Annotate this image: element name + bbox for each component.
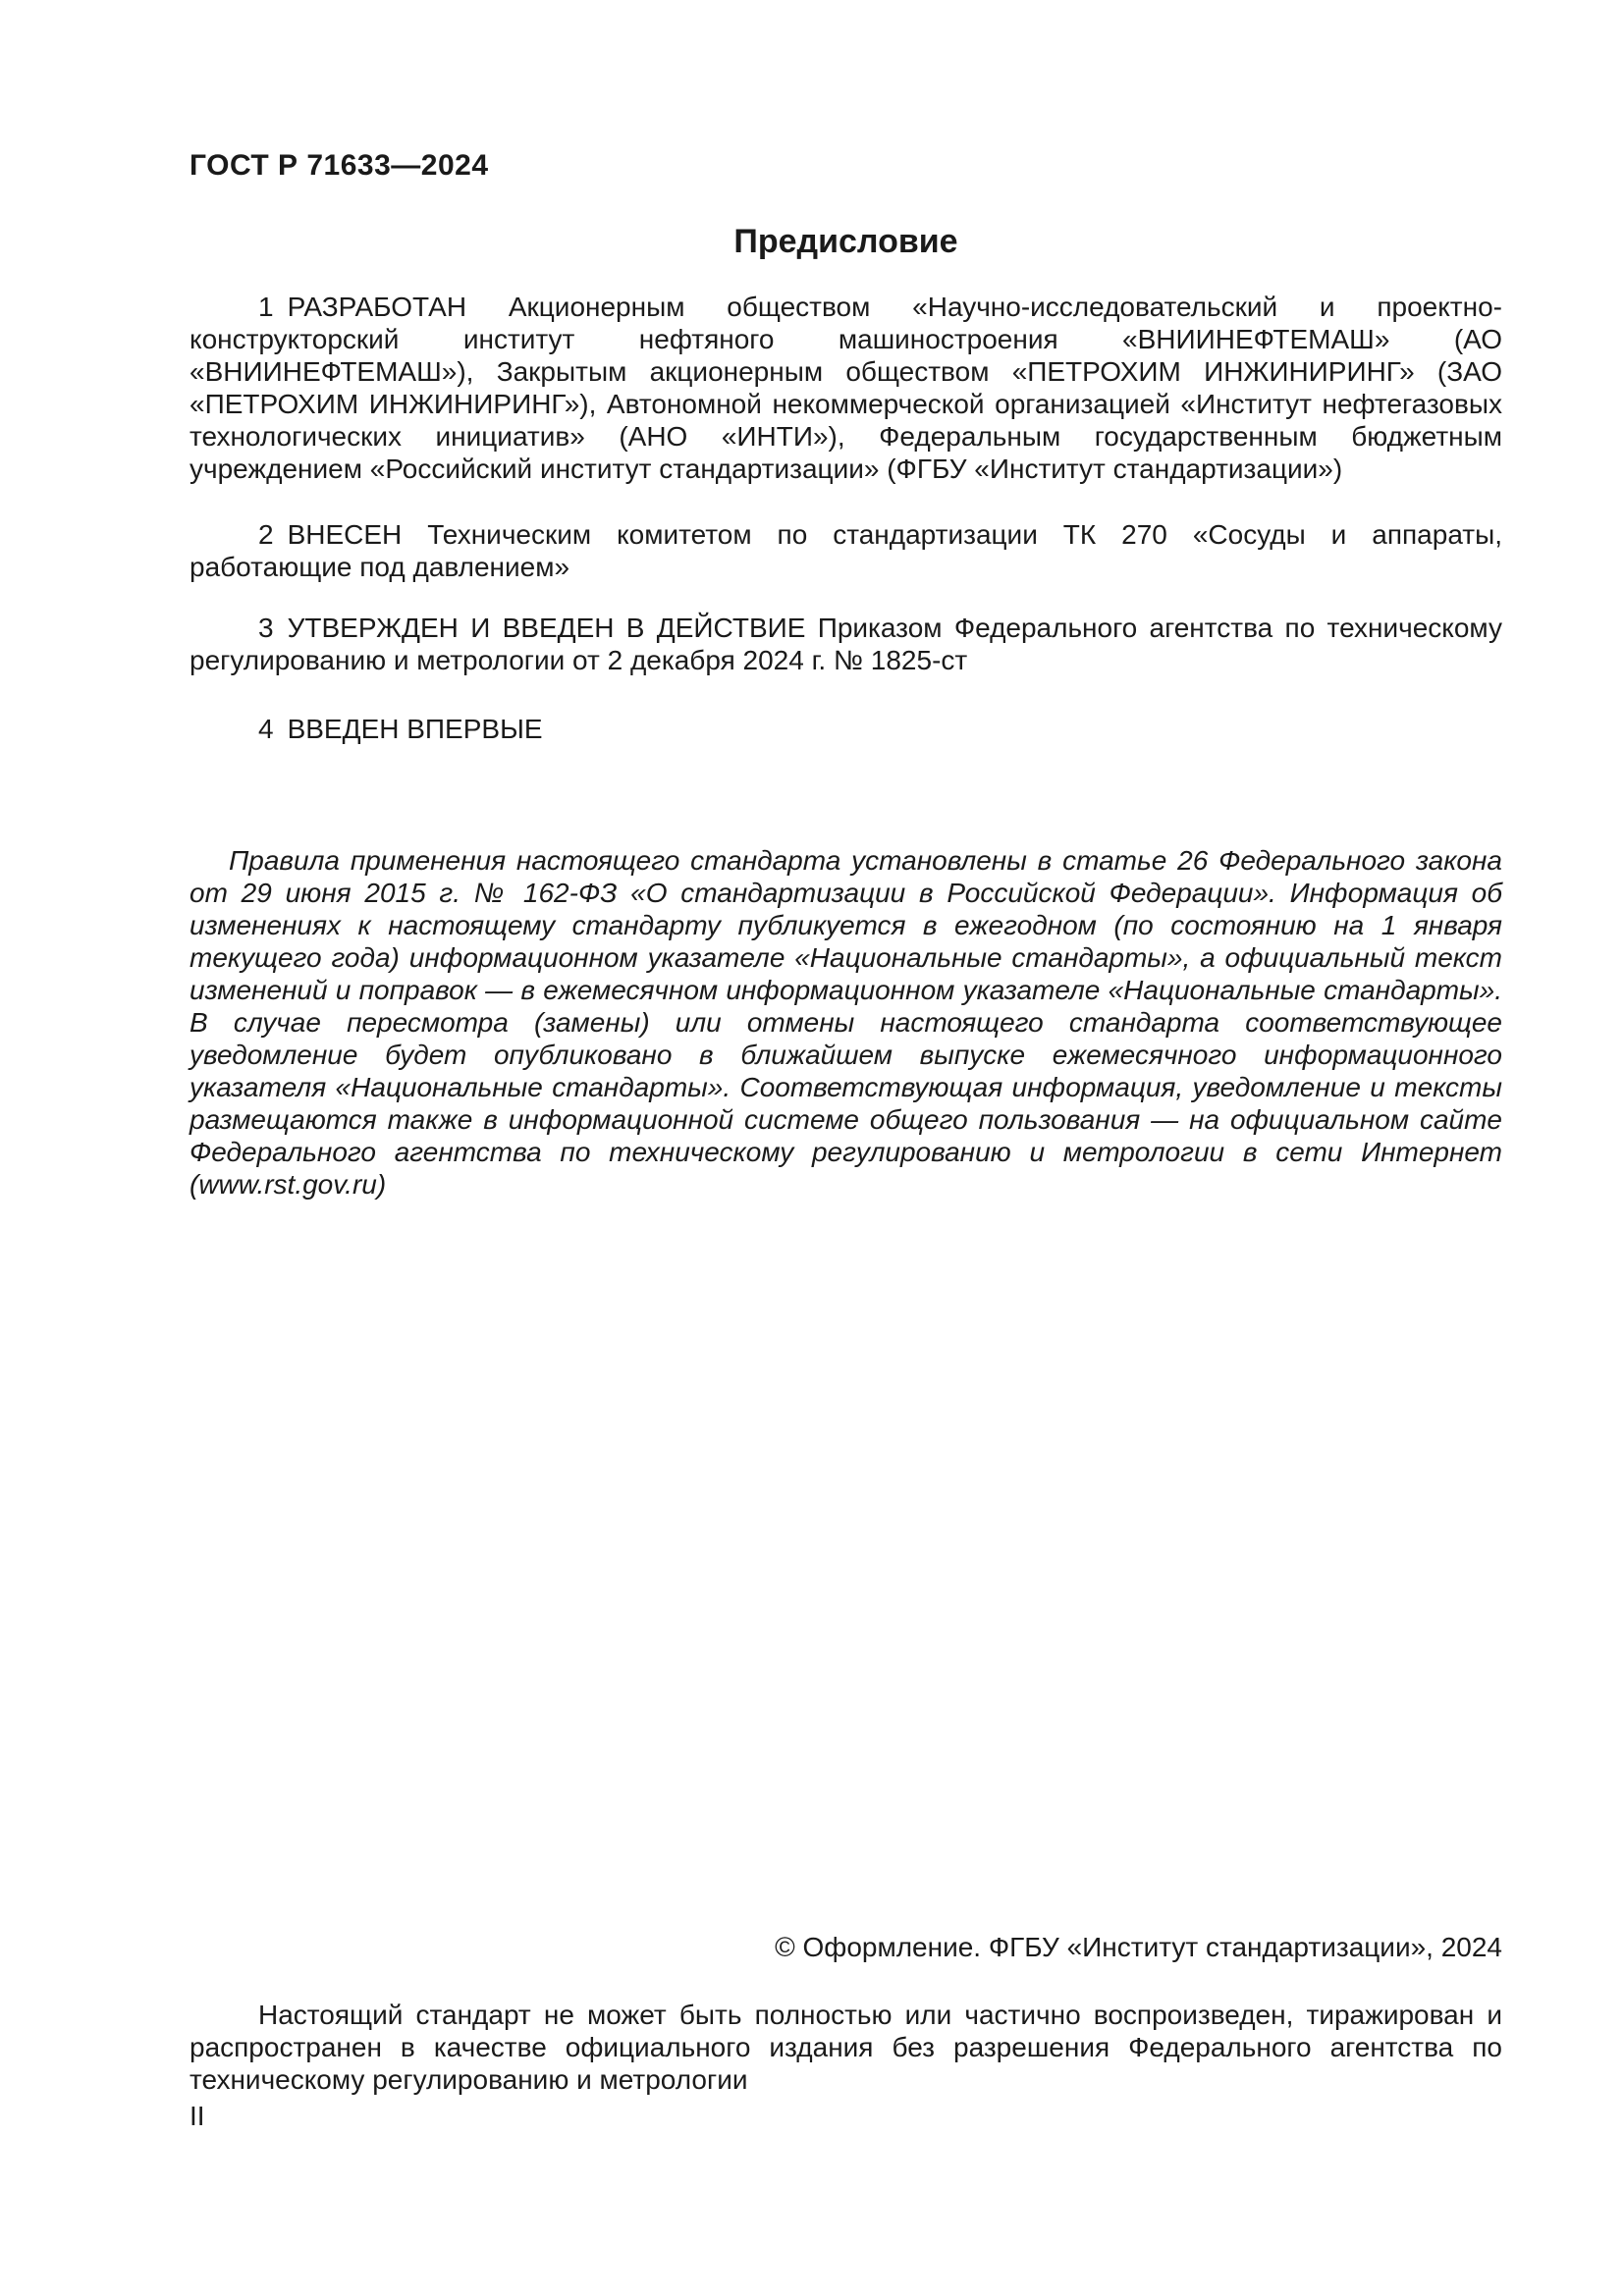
item-1-text: РАЗРАБОТАН Акционерным обществом «Научно-исследовательский и проектно-конструкторский институт нефтяного машиностроения «ВНИИНЕФТЕМАШ» (АО «ВНИИНЕФТЕМАШ»), Закрытым акционерным обществом «ПЕТРОХИМ ИНЖИНИРИНГ» (ЗАО «ПЕТРОХИМ ИНЖИНИРИНГ»), Автономной некоммерческой организацией «Институт нефтегазовых технологических инициатив» (АНО «ИНТИ»), Федеральным государственным бюджетным учреждением «Российский институт стандартизации» (ФГБУ «Институт стандартизации») bbox=[189, 292, 1502, 484]
page-number: II bbox=[189, 2101, 205, 2131]
foreword-item-1 bbox=[189, 291, 1502, 485]
foreword-item-4 bbox=[189, 713, 1502, 745]
document-code-header: ГОСТ Р 71633—2024 bbox=[189, 149, 489, 182]
item-3-text: УТВЕРЖДЕН И ВВЕДЕН В ДЕЙСТВИЕ Приказом Федерального агентства по техническому регулированию и метрологии от 2 декабря 2024 г. № 1825-ст bbox=[189, 613, 1502, 675]
item-4-text: ВВЕДЕН ВПЕРВЫЕ bbox=[287, 714, 543, 744]
item-3-number: 3 bbox=[258, 613, 274, 643]
item-4-number: 4 bbox=[258, 714, 274, 744]
item-2-number: 2 bbox=[258, 519, 274, 550]
item-2-text: ВНЕСЕН Техническим комитетом по стандартизации ТК 270 «Сосуды и аппараты, работающие под давлением» bbox=[189, 519, 1502, 582]
foreword-item-2 bbox=[189, 518, 1502, 583]
foreword-title: Предисловие bbox=[733, 223, 958, 260]
reproduction-restriction-note: Настоящий стандарт не может быть полностью или частично воспроизведен, тиражирован и распространен в качестве официального издания без разрешения Федерального агентства по техническому регулированию и метрологии bbox=[189, 2000, 1502, 2095]
page-content bbox=[189, 0, 1502, 2132]
item-1-number: 1 bbox=[258, 292, 274, 322]
foreword-item-3 bbox=[189, 612, 1502, 676]
copyright-line: © Оформление. ФГБУ «Институт стандартизации», 2024 bbox=[775, 1932, 1502, 1962]
legal-application-note: Правила применения настоящего стандарта установлены в статье 26 Федерального закона от 29 июня 2015 г. № 162-ФЗ «О стандартизации в Российской Федерации». Информация об изменениях к настоящему стандарту публикуется в ежегодном (по состоянию на 1 января текущего года) информационном указателе «Национальные стандарты», а официальный текст изменений и поправок — в ежемесячном информационном указателе «Национальные стандарты». В случае пересмотра (замены) или отмены настоящего стандарта соответствующее уведомление будет опубликовано в ближайшем выпуске ежемесячного информационного указателя «Национальные стандарты». Соответствующая информация, уведомление и тексты размещаются также в информационной системе общего пользования — на официальном сайте Федерального агентства по техническому регулированию и метрологии в сети Интернет (www.rst.gov.ru) bbox=[189, 845, 1502, 1200]
